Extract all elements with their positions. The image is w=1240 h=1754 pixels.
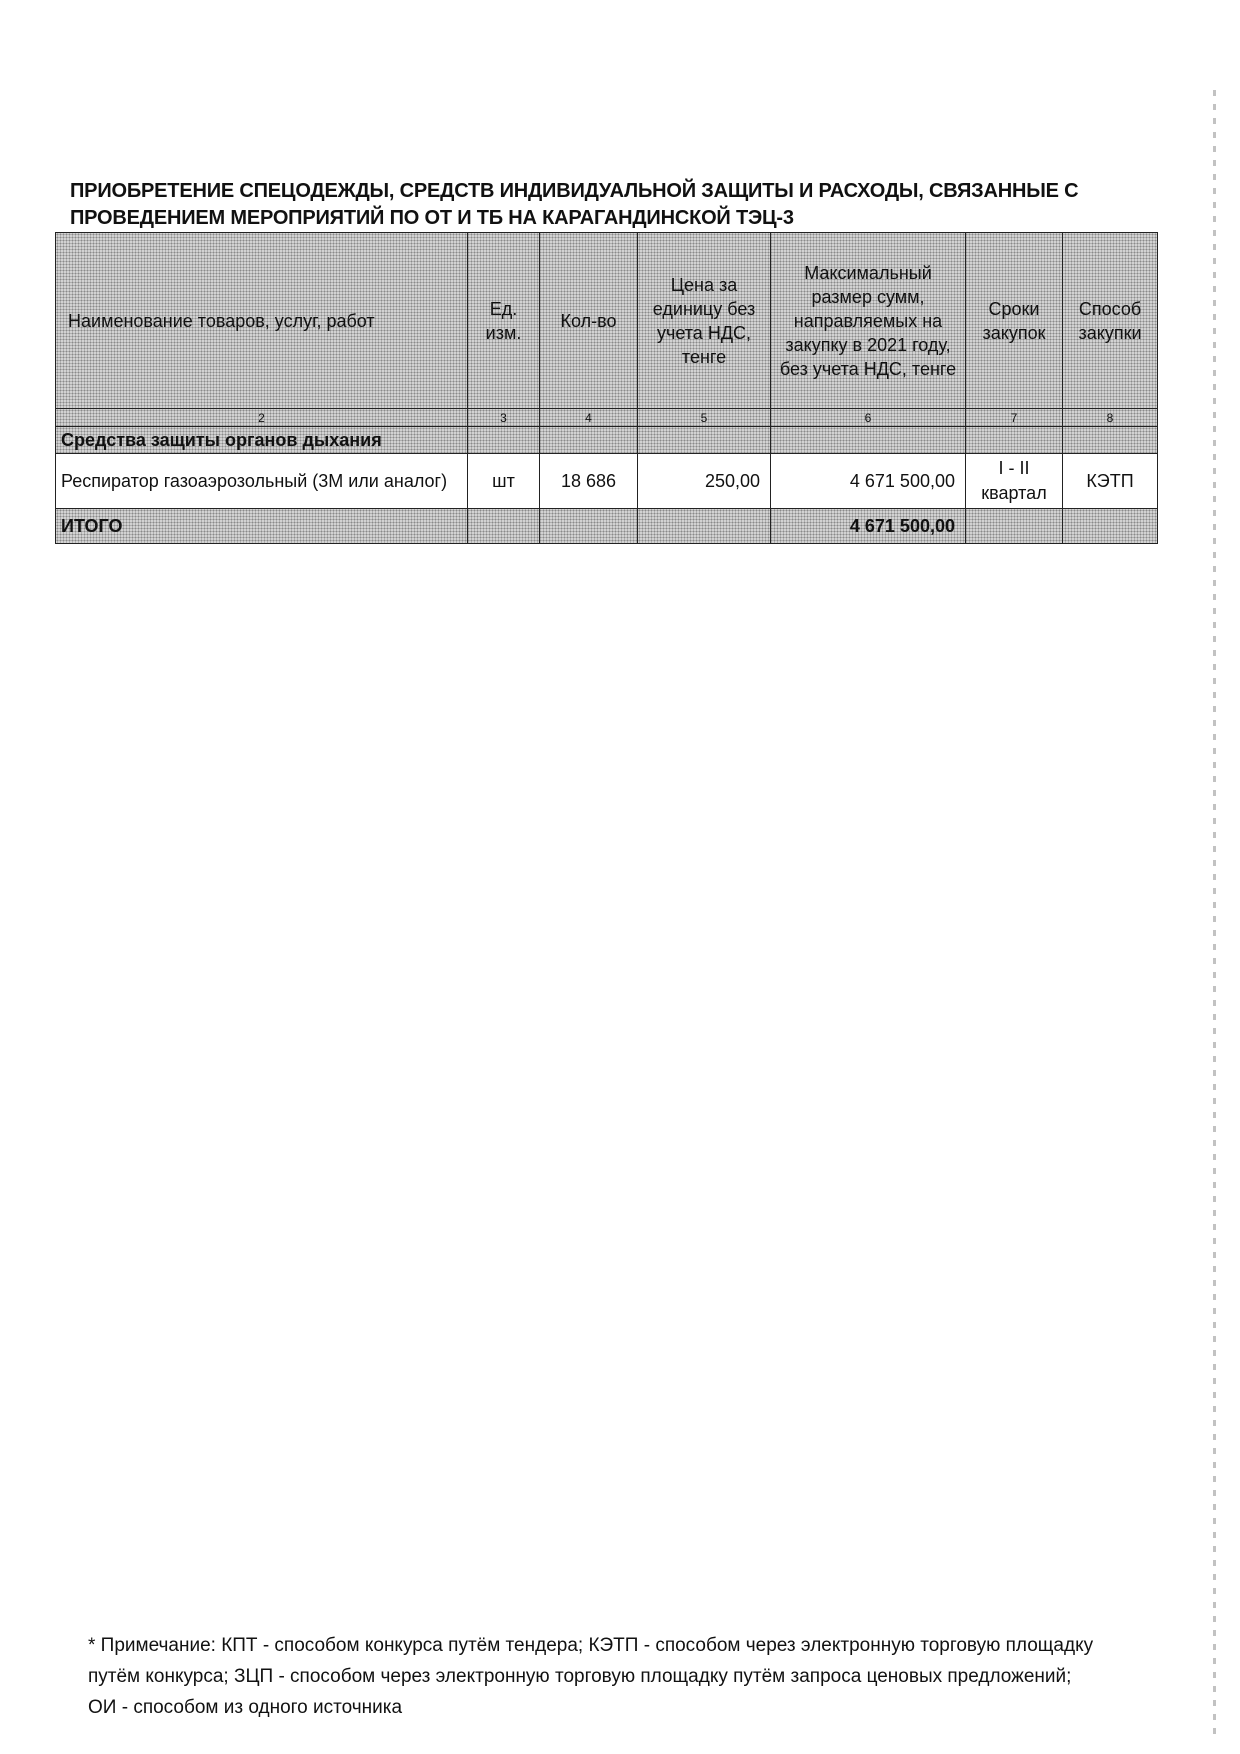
- header-name: Наименование товаров, услуг, работ: [56, 233, 468, 409]
- header-qty: Кол-во: [540, 233, 638, 409]
- table-row: [56, 454, 1158, 509]
- table-header-row: [56, 233, 1158, 409]
- item-price: 250,00: [638, 454, 771, 509]
- scan-edge-artifact: [1213, 90, 1216, 1740]
- footnote: * Примечание: КПТ - способом конкурса путём тендера; КЭТП - способом через электронную торговую площадку путём конкурса; ЗЦП - способом через электронную торговую площадку путём запроса ценовых предложений; ОИ - способом из одного источника: [88, 1635, 1094, 1718]
- column-number: 8: [1063, 409, 1158, 427]
- item-method: КЭТП: [1063, 454, 1158, 509]
- column-number: 6: [771, 409, 966, 427]
- item-unit: шт: [468, 454, 540, 509]
- document-title: ПРИОБРЕТЕНИЕ СПЕЦОДЕЖДЫ, СРЕДСТВ ИНДИВИДУАЛЬНОЙ ЗАЩИТЫ И РАСХОДЫ, СВЯЗАННЫЕ С ПРОВЕДЕНИЕМ МЕРОПРИЯТИЙ ПО ОТ И ТБ НА КАРАГАНДИНСКОЙ ТЭЦ-3: [70, 180, 1079, 229]
- procurement-table: [55, 232, 1158, 544]
- header-price: Цена за единицу без учета НДС, тенге: [638, 233, 771, 409]
- section-title: Средства защиты органов дыхания: [56, 427, 468, 454]
- header-method: Способ закупки: [1063, 233, 1158, 409]
- column-number: 3: [468, 409, 540, 427]
- total-row: [56, 509, 1158, 544]
- item-terms: I - II квартал: [966, 454, 1063, 509]
- item-name: Респиратор газоаэрозольный (3М или аналог): [56, 454, 468, 509]
- header-unit: Ед. изм.: [468, 233, 540, 409]
- item-max-sum: 4 671 500,00: [771, 454, 966, 509]
- column-number: 2: [56, 409, 468, 427]
- total-max-sum: 4 671 500,00: [771, 509, 966, 544]
- item-qty: 18 686: [540, 454, 638, 509]
- total-label: ИТОГО: [56, 509, 468, 544]
- column-number: 5: [638, 409, 771, 427]
- column-number-row: [56, 409, 1158, 427]
- header-terms: Сроки закупок: [966, 233, 1063, 409]
- section-row: [56, 427, 1158, 454]
- header-max-sum: Максимальный размер сумм, направляемых на закупку в 2021 году, без учета НДС, тенге: [771, 233, 966, 409]
- column-number: 7: [966, 409, 1063, 427]
- column-number: 4: [540, 409, 638, 427]
